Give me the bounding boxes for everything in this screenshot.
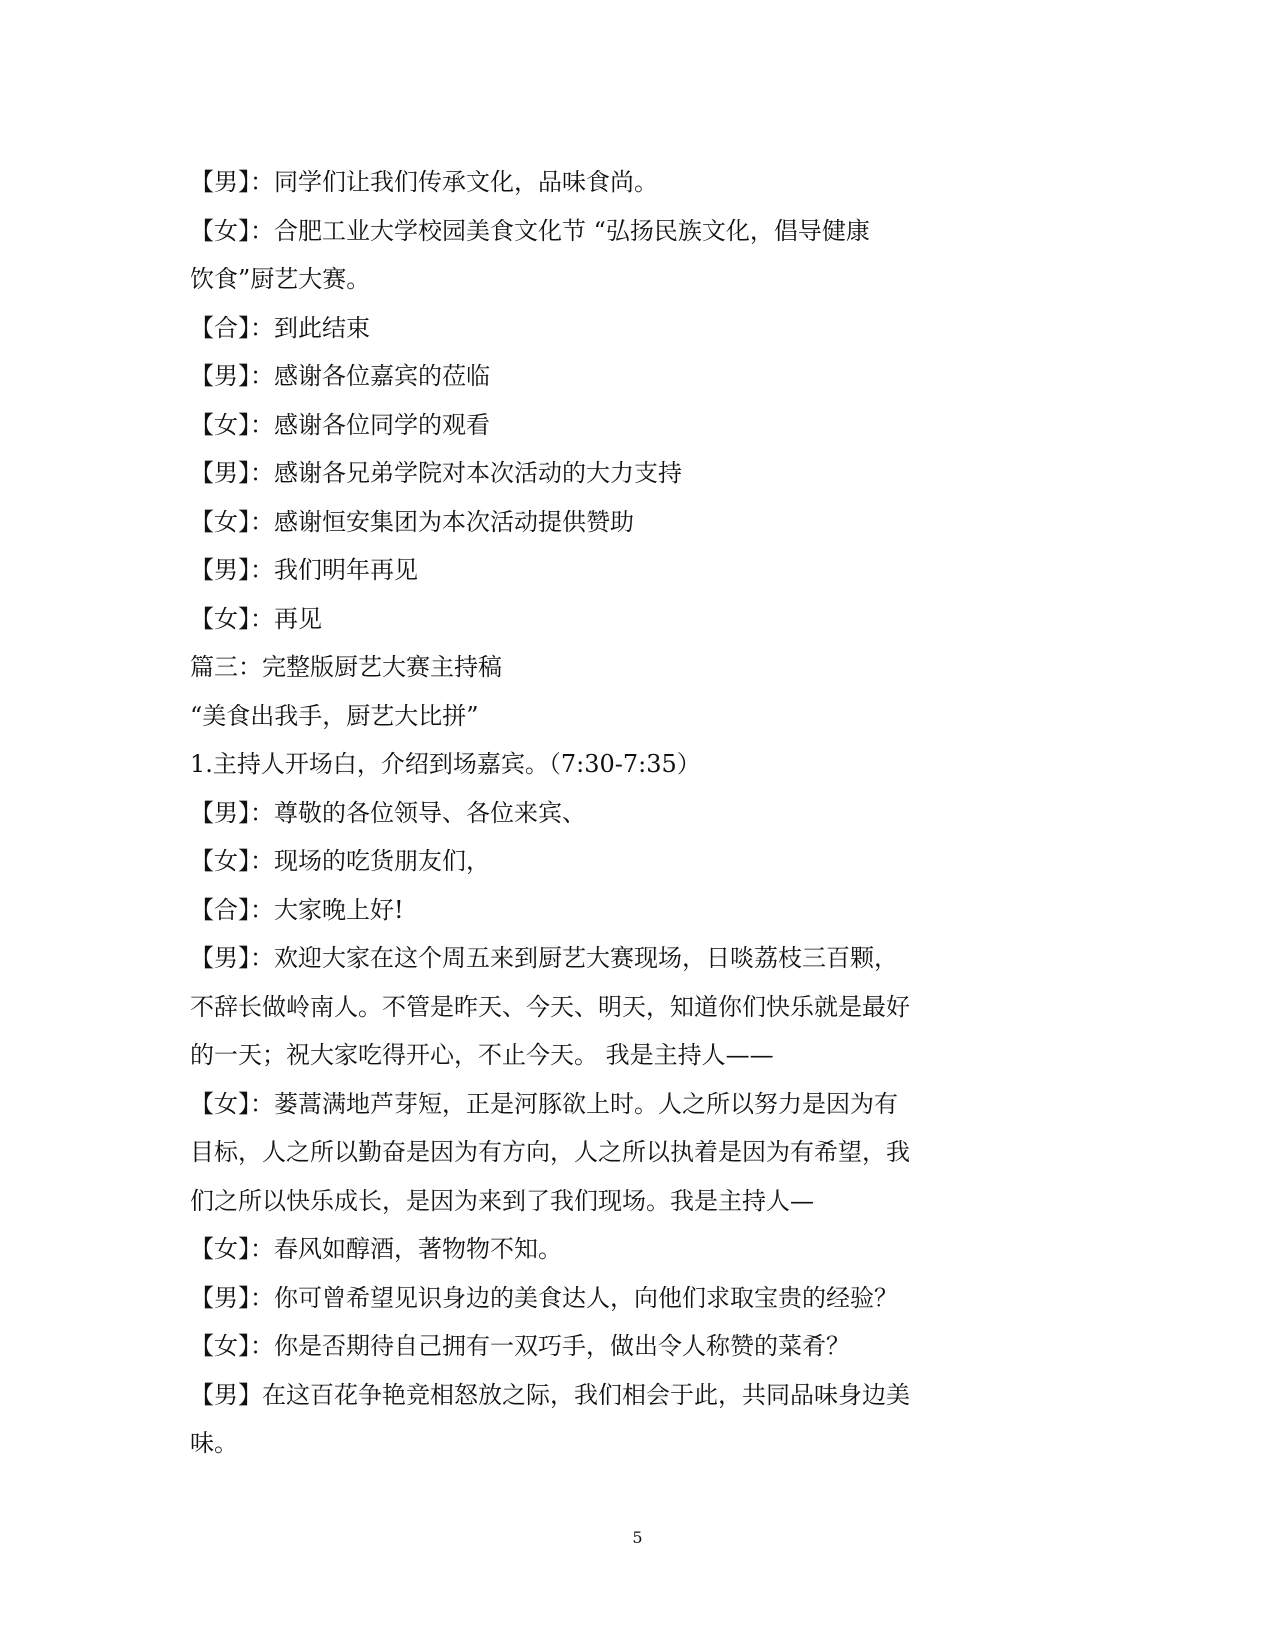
- text-line: 【男】：欢迎大家在这个周五来到厨艺大赛现场，日啖荔枝三百颗，: [190, 944, 898, 972]
- text-line: 【女】：春风如醇酒，著物物不知。: [190, 1235, 562, 1263]
- text-line: 【合】：到此结束: [190, 313, 370, 342]
- section-heading: 篇三：完整版厨艺大赛主持稿: [190, 653, 502, 681]
- subtitle: “美食出我手，厨艺大比拼”: [190, 701, 479, 730]
- agenda-item: 1.主持人开场白，介绍到场嘉宾。（7:30-7:35）: [190, 750, 701, 778]
- text-line: 【女】：合肥工业大学校园美食文化节 “弘扬民族文化，倡导健康: [190, 216, 870, 245]
- text-line: 味。: [190, 1429, 238, 1457]
- text-line: 【男】：感谢各兄弟学院对本次活动的大力支持: [190, 459, 682, 487]
- text-line: 饮食”厨艺大赛。: [190, 265, 371, 293]
- text-line: 【男】：感谢各位嘉宾的莅临: [190, 362, 490, 390]
- text-line: 目标，人之所以勤奋是因为有方向，人之所以执着是因为有希望，我: [190, 1138, 910, 1166]
- text-line: 的一天；祝大家吃得开心，不止今天。 我是主持人——: [190, 1041, 774, 1069]
- page-number: 5: [632, 1528, 643, 1547]
- text-line: 【女】：再见: [190, 604, 322, 633]
- text-line: 【女】：感谢恒安集团为本次活动提供赞助: [190, 507, 634, 536]
- text-line: 不辞长做岭南人。不管是昨天、今天、明天，知道你们快乐就是最好: [190, 992, 910, 1021]
- text-line: 【女】：蒌蒿满地芦芽短，正是河豚欲上时。人之所以努力是因为有: [190, 1089, 898, 1118]
- text-line: 【男】：我们明年再见: [190, 556, 418, 584]
- text-line: 【男】：同学们让我们传承文化，品味食尚。: [190, 168, 658, 196]
- body-text: [190, 158, 950, 1468]
- text-line: 【男】在这百花争艳竞相怒放之际，我们相会于此，共同品味身边美: [190, 1380, 910, 1409]
- text-line: 【合】：大家晚上好!: [190, 895, 404, 924]
- text-line: 【男】：你可曾希望见识身边的美食达人，向他们求取宝贵的经验？: [190, 1283, 898, 1312]
- text-line: 【女】：你是否期待自己拥有一双巧手，做出令人称赞的菜肴？: [190, 1332, 850, 1360]
- text-line: 【女】：现场的吃货朋友们，: [190, 847, 490, 875]
- text-line: 【女】：感谢各位同学的观看: [190, 410, 490, 439]
- text-line: 【男】：尊敬的各位领导、各位来宾、: [190, 798, 586, 827]
- text-line: 们之所以快乐成长，是因为来到了我们现场。我是主持人—: [190, 1186, 814, 1215]
